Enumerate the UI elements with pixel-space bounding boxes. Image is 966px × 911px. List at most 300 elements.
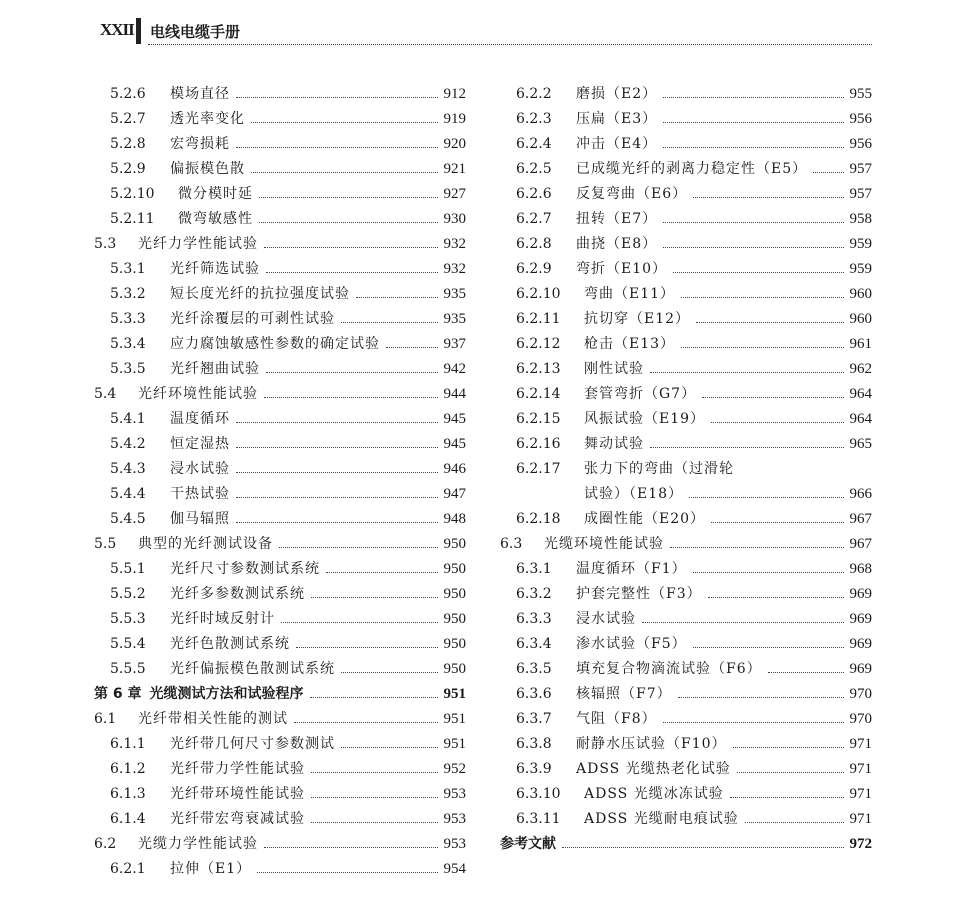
toc-entry: [94, 382, 466, 407]
toc-entry: [500, 632, 872, 657]
toc-entry: [500, 507, 872, 532]
dot-leader: [236, 422, 438, 423]
toc-entry-page: 954: [443, 861, 466, 877]
toc-entry-number: 6.2.12: [516, 336, 561, 352]
dot-leader: [311, 797, 438, 798]
dot-leader: [311, 822, 438, 823]
dot-leader: [264, 247, 438, 248]
toc-entry-number: 6.2.4: [516, 136, 552, 152]
toc-entry-page: 930: [443, 211, 466, 227]
toc-entry-number: 6.3.11: [516, 811, 561, 827]
toc-entry-page: 971: [849, 811, 872, 827]
toc-entry-title: 填充复合物滴流试验（F6）: [576, 661, 762, 677]
toc-entry-number: 6.2.11: [516, 311, 561, 327]
toc-entry-title: 宏弯损耗: [170, 136, 230, 152]
toc-entry-title: 微分模时延: [178, 186, 253, 202]
toc-entry-page: 950: [443, 636, 466, 652]
toc-entry-number: 6.2.13: [516, 361, 561, 377]
toc-entry-number: 6.2.15: [516, 411, 561, 427]
toc-entry-page: 970: [849, 711, 872, 727]
toc-entry-page: 950: [443, 586, 466, 602]
dot-leader: [311, 772, 438, 773]
toc-entry-title: 磨损（E2）: [576, 86, 658, 102]
dot-leader: [702, 397, 843, 398]
toc-entry-page: 966: [849, 486, 872, 502]
toc-entry-page: 964: [849, 386, 872, 402]
toc-entry-page: 951: [443, 686, 466, 702]
toc-entry-number: 6.1: [94, 711, 117, 727]
toc-entry-page: 955: [849, 86, 872, 102]
toc-entry: [94, 707, 466, 732]
toc-entry-page: 959: [849, 261, 872, 277]
toc-entry-title: 光纤色散测试系统: [170, 636, 290, 652]
toc-entry: [94, 557, 466, 582]
toc-entry: [500, 257, 872, 282]
toc-entry-page: 971: [849, 736, 872, 752]
toc-entry-number: 5.4.4: [110, 486, 146, 502]
dot-leader: [264, 397, 438, 398]
toc-entry: [500, 457, 872, 482]
dot-leader: [311, 597, 438, 598]
toc-entry-page: 959: [849, 236, 872, 252]
toc-entry: [94, 507, 466, 532]
toc-entry-number: 5.3.2: [110, 286, 146, 302]
header-rule: [148, 44, 872, 45]
toc-entry: [94, 307, 466, 332]
dot-leader: [681, 347, 843, 348]
dot-leader: [281, 622, 438, 623]
toc-entry-title: 恒定湿热: [170, 436, 230, 452]
toc-entry-page: 957: [849, 186, 872, 202]
toc-entry-title: 光纤多参数测试系统: [170, 586, 305, 602]
toc-entry-title: 光纤带相关性能的测试: [138, 711, 288, 727]
dot-leader: [236, 522, 438, 523]
dot-leader: [251, 172, 438, 173]
dot-leader: [251, 122, 438, 123]
toc-entry-title: 微弯敏感性: [178, 211, 253, 227]
dot-leader: [663, 97, 843, 98]
toc-entry-number: 6.1.3: [110, 786, 146, 802]
toc-entry: [500, 207, 872, 232]
toc-entry-page: 952: [443, 761, 466, 777]
toc-entry-number: 6.3.4: [516, 636, 552, 652]
toc-entry: [94, 232, 466, 257]
dot-leader: [696, 322, 843, 323]
toc-entry-page: 968: [849, 561, 872, 577]
toc-entry: [500, 607, 872, 632]
toc-entry-page: 965: [849, 436, 872, 452]
toc-entry-page: 969: [849, 586, 872, 602]
toc-entry: [500, 807, 872, 832]
toc-entry-title: 偏振模色散: [170, 161, 245, 177]
toc-entry-page: 932: [443, 261, 466, 277]
toc-entry-title: 压扁（E3）: [576, 111, 658, 127]
toc-entry-title: 光纤涂覆层的可剥性试验: [170, 311, 335, 327]
toc-entry-title: 光缆测试方法和试验程序: [149, 686, 304, 702]
toc-entry-number: 6.3.6: [516, 686, 552, 702]
toc-entry: [500, 682, 872, 707]
toc-entry: [500, 157, 872, 182]
toc-entry: [94, 207, 466, 232]
toc-entry: [94, 182, 466, 207]
dot-leader: [386, 347, 438, 348]
toc-entry-title: 刚性试验: [584, 361, 644, 377]
dot-leader: [711, 422, 843, 423]
toc-entry: [500, 382, 872, 407]
toc-entry: [94, 532, 466, 557]
toc-entry-page: 967: [849, 536, 872, 552]
dot-leader: [236, 497, 438, 498]
toc-entry-title: 模场直径: [170, 86, 230, 102]
toc-entry-page: 942: [443, 361, 466, 377]
toc-entry-number: 6.3.8: [516, 736, 552, 752]
toc-entry-number: 5.5.2: [110, 586, 146, 602]
toc-entry-title: 典型的光纤测试设备: [138, 536, 273, 552]
toc-entry-page: 950: [443, 561, 466, 577]
toc-entry: [500, 332, 872, 357]
toc-entry: [94, 582, 466, 607]
toc-entry: [94, 107, 466, 132]
toc-entry-number: 6.2.17: [516, 461, 561, 477]
toc-entry-page: 950: [443, 611, 466, 627]
toc-entry: [94, 457, 466, 482]
toc-entry-title: 舞动试验: [584, 436, 644, 452]
toc-entry-page: 950: [443, 661, 466, 677]
toc-entry-number: 5.5.5: [110, 661, 146, 677]
toc-entry: [94, 657, 466, 682]
toc-entry-page: 967: [849, 511, 872, 527]
toc-entry-title: 光纤尺寸参数测试系统: [170, 561, 320, 577]
toc-entry-page: 932: [443, 236, 466, 252]
toc-entry-number: 6.2.14: [516, 386, 561, 402]
toc-entry-title: 风振试验（E19）: [584, 411, 706, 427]
toc-entry-number: 5.3.5: [110, 361, 146, 377]
toc-entry-page: 947: [443, 486, 466, 502]
dot-leader: [650, 372, 844, 373]
toc-entry-title: 气阻（F8）: [576, 711, 657, 727]
dot-leader: [341, 672, 438, 673]
toc-entry: [500, 707, 872, 732]
toc-entry-page: 945: [443, 411, 466, 427]
toc-entry: [500, 82, 872, 107]
toc-entry-title: 光缆力学性能试验: [138, 836, 258, 852]
toc-entry-page: 953: [443, 811, 466, 827]
toc-entry-page: 964: [849, 411, 872, 427]
dot-leader: [642, 622, 844, 623]
toc-entry-number: 6.3.9: [516, 761, 552, 777]
dot-leader: [279, 547, 438, 548]
toc-entry-title: ADSS 光缆耐电痕试验: [584, 811, 739, 827]
dot-leader: [737, 772, 844, 773]
toc-entry: [500, 132, 872, 157]
toc-entry-number: 6.3.1: [516, 561, 552, 577]
toc-entry-number: 6.3.10: [516, 786, 561, 802]
toc-entry-page: 960: [849, 311, 872, 327]
dot-leader: [341, 322, 438, 323]
toc-entry-title: 光纤筛选试验: [170, 261, 260, 277]
toc-entry-title: 伽马辐照: [170, 511, 230, 527]
toc-entry: [94, 757, 466, 782]
toc-entry-number: 6.3: [500, 536, 523, 552]
toc-entry-title: 浸水试验: [576, 611, 636, 627]
toc-entry-title: 光纤带环境性能试验: [170, 786, 305, 802]
page-header: [100, 18, 872, 46]
toc-entry-number: 6.2.1: [110, 861, 146, 877]
dot-leader: [650, 447, 844, 448]
toc-entry-title: 张力下的弯曲（过滑轮: [584, 461, 734, 477]
dot-leader: [670, 547, 844, 548]
toc-entry-page: 970: [849, 686, 872, 702]
toc-entry-page: 972: [849, 836, 872, 852]
toc-entry-page: 944: [443, 386, 466, 402]
toc-entry: [500, 757, 872, 782]
toc-entry-number: 6.2.8: [516, 236, 552, 252]
dot-leader: [663, 247, 843, 248]
toc-entry-page: 912: [443, 86, 466, 102]
toc-entry-number: 6.2: [94, 836, 117, 852]
toc-entry-number: 第 6 章: [94, 686, 142, 702]
toc-entry-title: 渗水试验（F5）: [576, 636, 687, 652]
toc-entry-title: 套管弯折（G7）: [584, 386, 697, 402]
toc-entry-number: 5.2.10: [110, 186, 155, 202]
dot-leader: [257, 872, 437, 873]
toc-entry-page: 921: [443, 161, 466, 177]
dot-leader: [296, 647, 438, 648]
dot-leader: [663, 147, 843, 148]
toc-entry-title: 耐静水压试验（F10）: [576, 736, 727, 752]
toc-entry-title: 冲击（E4）: [576, 136, 658, 152]
toc-entry-title: 扭转（E7）: [576, 211, 658, 227]
toc-entry: [94, 607, 466, 632]
toc-entry: [94, 257, 466, 282]
toc-entry-number: 5.2.9: [110, 161, 146, 177]
dot-leader: [768, 672, 844, 673]
dot-leader: [693, 197, 843, 198]
toc-entry: [94, 332, 466, 357]
toc-entry-number: 5.3.1: [110, 261, 146, 277]
toc-entry-page: 969: [849, 611, 872, 627]
dot-leader: [730, 797, 844, 798]
toc-entry: [500, 357, 872, 382]
toc-entry-page: 956: [849, 111, 872, 127]
toc-entry-title: 短长度光纤的抗拉强度试验: [170, 286, 350, 302]
dot-leader: [663, 222, 843, 223]
toc-entry-page: 957: [849, 161, 872, 177]
toc-entry: [500, 107, 872, 132]
toc-entry-title: 浸水试验: [170, 461, 230, 477]
toc-entry: [500, 732, 872, 757]
toc-entry: [500, 657, 872, 682]
toc-entry-title: 光纤偏振模色散测试系统: [170, 661, 335, 677]
toc-entry-number: 5.5.1: [110, 561, 146, 577]
toc-entry: [94, 732, 466, 757]
toc-entry-page: 920: [443, 136, 466, 152]
toc-entry: [500, 832, 872, 857]
toc-entry-number: 6.2.7: [516, 211, 552, 227]
toc-entry-number: 5.2.11: [110, 211, 155, 227]
toc-entry-number: 5.2.7: [110, 111, 146, 127]
toc-entry-page: 951: [443, 711, 466, 727]
toc-entry: [94, 682, 466, 707]
toc-entry-page: 969: [849, 661, 872, 677]
toc-entry-number: 6.2.10: [516, 286, 561, 302]
toc-entry: [94, 832, 466, 857]
toc-entry-number: 5.5.4: [110, 636, 146, 652]
toc-entry-title: 曲挠（E8）: [576, 236, 658, 252]
toc-entry-number: 5.4.2: [110, 436, 146, 452]
toc-entry-page: 960: [849, 286, 872, 302]
toc-entry: [500, 232, 872, 257]
toc-entry-number: 6.2.3: [516, 111, 552, 127]
dot-leader: [294, 722, 438, 723]
toc-entry: [500, 782, 872, 807]
toc-entry-title: 抗切穿（E12）: [584, 311, 691, 327]
toc-entry-number: 6.2.18: [516, 511, 561, 527]
toc-column-left: [94, 82, 466, 882]
dot-leader: [663, 122, 843, 123]
toc-entry-number: 5.3.4: [110, 336, 146, 352]
toc-entry-title: 弯折（E10）: [576, 261, 668, 277]
toc-entry: [500, 482, 872, 507]
dot-leader: [264, 847, 438, 848]
dot-leader: [663, 722, 844, 723]
toc-entry-page: 961: [849, 336, 872, 352]
toc-entry-number: 5.2.8: [110, 136, 146, 152]
toc-entry-title: 试验）（E18）: [584, 486, 684, 502]
dot-leader: [711, 522, 843, 523]
toc-entry-page: 935: [443, 311, 466, 327]
dot-leader: [708, 597, 844, 598]
toc-entry: [94, 357, 466, 382]
toc-entry-page: 971: [849, 761, 872, 777]
toc-entry-title: 枪击（E13）: [584, 336, 676, 352]
toc-entry-number: 6.3.7: [516, 711, 552, 727]
toc-entry-title: 透光率变化: [170, 111, 245, 127]
toc-entry: [500, 432, 872, 457]
toc-entry: [94, 82, 466, 107]
toc-entry-page: 953: [443, 786, 466, 802]
toc-entry: [500, 582, 872, 607]
toc-entry-title: 参考文献: [500, 836, 556, 852]
dot-leader: [813, 172, 843, 173]
dot-leader: [259, 222, 438, 223]
toc-entry: [94, 782, 466, 807]
dot-leader: [236, 472, 438, 473]
toc-entry-number: 5.4.3: [110, 461, 146, 477]
toc-entry-title: 光纤翘曲试验: [170, 361, 260, 377]
toc-entry: [94, 632, 466, 657]
dot-leader: [236, 447, 438, 448]
toc-entry-number: 5.3.3: [110, 311, 146, 327]
toc-entry-title: 反复弯曲（E6）: [576, 186, 688, 202]
toc-entry-page: 935: [443, 286, 466, 302]
toc-entry: [500, 532, 872, 557]
toc-entry-number: 6.1.4: [110, 811, 146, 827]
toc-entry-title: 光缆环境性能试验: [544, 536, 664, 552]
toc-entry-title: 应力腐蚀敏感性参数的确定试验: [170, 336, 380, 352]
toc-entry-number: 6.2.16: [516, 436, 561, 452]
dot-leader: [310, 697, 438, 698]
toc-entry: [94, 282, 466, 307]
toc-entry-number: 5.4: [94, 386, 117, 402]
dot-leader: [673, 272, 843, 273]
dot-leader: [733, 747, 844, 748]
toc-entry-number: 6.1.2: [110, 761, 146, 777]
toc-entry-title: 光纤带宏弯衰减试验: [170, 811, 305, 827]
toc-entry: [500, 407, 872, 432]
dot-leader: [266, 272, 438, 273]
book-title: 电线电缆手册: [150, 23, 241, 41]
toc-entry: [94, 132, 466, 157]
dot-leader: [693, 647, 844, 648]
toc-entry-page: 956: [849, 136, 872, 152]
toc-entry-page: 953: [443, 836, 466, 852]
toc-entry-page: 919: [443, 111, 466, 127]
toc-entry-number: 5.5: [94, 536, 117, 552]
dot-leader: [562, 847, 844, 848]
toc-entry-page: 950: [443, 536, 466, 552]
dot-leader: [326, 572, 438, 573]
toc-entry: [94, 407, 466, 432]
toc-entry-page: 962: [849, 361, 872, 377]
toc-entry-page: 971: [849, 786, 872, 802]
toc-entry-number: 6.2.5: [516, 161, 552, 177]
toc-entry-title: 核辐照（F7）: [576, 686, 672, 702]
dot-leader: [693, 572, 844, 573]
dot-leader: [681, 297, 843, 298]
header-bar: [136, 18, 141, 44]
toc-entry-page: 927: [443, 186, 466, 202]
dot-leader: [356, 297, 438, 298]
toc-entry-title: 光纤环境性能试验: [138, 386, 258, 402]
dot-leader: [341, 747, 438, 748]
toc-entry: [500, 307, 872, 332]
toc-entry-number: 5.4.5: [110, 511, 146, 527]
toc-entry: [500, 557, 872, 582]
toc-entry-number: 6.1.1: [110, 736, 146, 752]
toc-entry: [94, 482, 466, 507]
toc-entry-title: 护套完整性（F3）: [576, 586, 702, 602]
toc-entry-page: 948: [443, 511, 466, 527]
toc-entry-title: 弯曲（E11）: [584, 286, 676, 302]
toc-entry-number: 5.2.6: [110, 86, 146, 102]
toc-entry-number: 6.3.5: [516, 661, 552, 677]
toc-entry-number: 6.2.2: [516, 86, 552, 102]
dot-leader: [689, 497, 843, 498]
toc-entry-number: 5.5.3: [110, 611, 146, 627]
toc-entry-page: 945: [443, 436, 466, 452]
toc-entry-title: 光纤力学性能试验: [138, 236, 258, 252]
dot-leader: [678, 697, 844, 698]
toc-entry: [500, 182, 872, 207]
toc-entry-number: 5.4.1: [110, 411, 146, 427]
toc-entry-number: 5.3: [94, 236, 117, 252]
dot-leader: [745, 822, 844, 823]
toc-column-right: [500, 82, 872, 857]
toc-entry: [500, 282, 872, 307]
toc-entry-page: 946: [443, 461, 466, 477]
toc-entry: [94, 157, 466, 182]
toc-entry: [94, 807, 466, 832]
toc-entry-title: 温度循环: [170, 411, 230, 427]
toc-entry-number: 6.3.3: [516, 611, 552, 627]
toc-entry-number: 6.2.6: [516, 186, 552, 202]
dot-leader: [266, 372, 438, 373]
toc-entry-title: 温度循环（F1）: [576, 561, 687, 577]
dot-leader: [236, 147, 438, 148]
toc-entry-number: 6.2.9: [516, 261, 552, 277]
page-number: XXII: [100, 20, 134, 39]
